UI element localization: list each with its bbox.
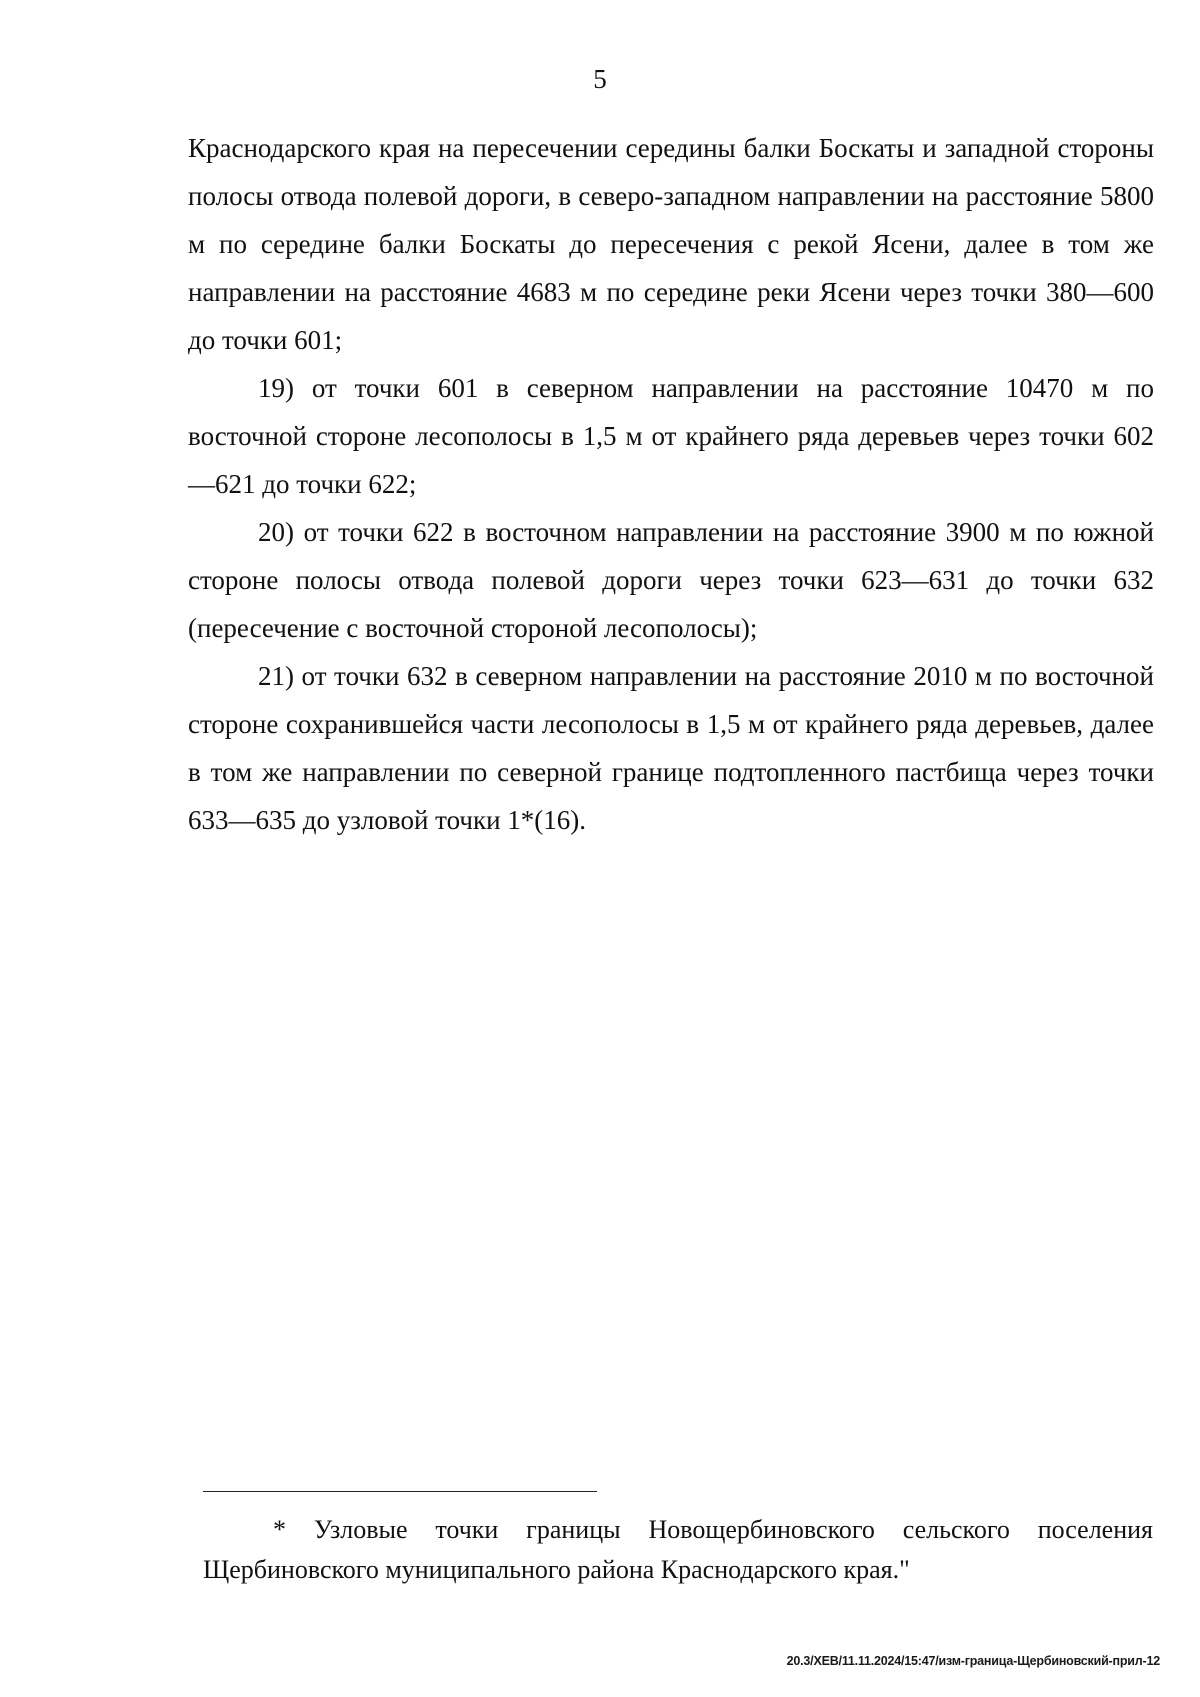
document-file-stamp: 20.3/ХЕВ/11.11.2024/15:47/изм-граница-Щербиновский-прил-12: [786, 1654, 1160, 1668]
page-number: 5: [593, 64, 607, 94]
paragraph-item-20: 20) от точки 622 в восточном направлении на расстояние 3900 м по южной стороне полосы отвода полевой дороги через точки 623—631 до точки 632 (пересечение с восточной стороной лесополосы);: [188, 517, 1154, 643]
paragraph-continuation: Краснодарского края на пересечении середины балки Боскаты и западной стороны полосы отвода полевой дороги, в северо-западном направлении на расстояние 5800 м по середине балки Боскаты до пересечения с рекой Ясени, далее в том же направлении на расстояние 4683 м по середине реки Ясени через точки 380—600 до точки 601;: [188, 133, 1154, 355]
footnote-divider: [203, 1491, 597, 1492]
footnote: * Узловые точки границы Новощербиновского сельского поселения Щербиновского муниципального района Краснодарского края.": [203, 1515, 1153, 1584]
paragraph-item-19: 19) от точки 601 в северном направлении на расстояние 10470 м по восточной стороне лесополосы в 1,5 м от крайнего ряда деревьев через точки 602—621 до точки 622;: [188, 373, 1154, 499]
paragraph-item-21: 21) от точки 632 в северном направлении на расстояние 2010 м по восточной стороне сохранившейся части лесополосы в 1,5 м от крайнего ряда деревьев, далее в том же направлении по северной границе подтопленного пастбища через точки 633—635 до узловой точки 1*(16).: [188, 661, 1154, 835]
document-body: [188, 124, 1154, 844]
